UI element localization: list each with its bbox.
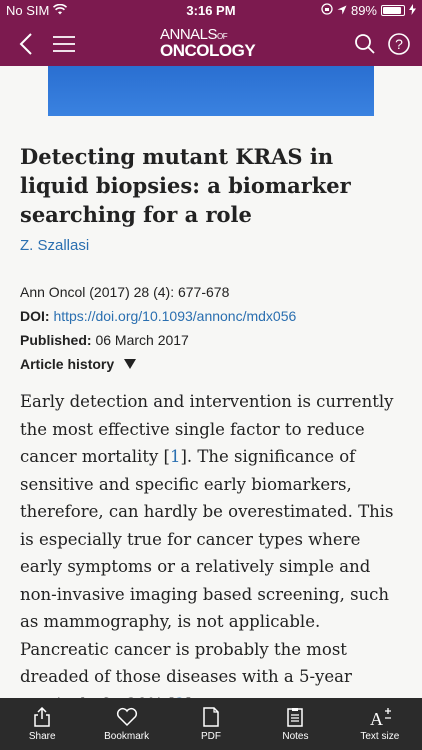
bookmark-button[interactable] (84, 698, 168, 750)
doi-label: DOI: (20, 308, 50, 324)
body-text-2: ]. The significance of sensitive and specific early biomarkers, therefore, can hardly be overestimated. This is especially true for cancer types where early symptoms or a relatively simple and non-invasive imaging based screening, such as mammography, is not applicable. Pancreatic cancer is probably the most dreaded of those diseases with a 5-year (20, 447, 394, 686)
rotation-lock-icon (321, 3, 333, 18)
back-button[interactable] (10, 28, 42, 60)
article-history-label: Article history (20, 356, 115, 372)
reference-link-1[interactable]: 1 (169, 447, 181, 466)
status-time: 3:16 PM (186, 3, 236, 18)
share-icon (34, 707, 50, 727)
notes-label: Notes (282, 730, 309, 742)
journal-logo (160, 27, 262, 61)
hamburger-icon (52, 35, 76, 53)
share-button[interactable] (0, 698, 84, 750)
carrier-label: No SIM (6, 3, 50, 18)
notes-button[interactable] (253, 698, 337, 750)
bookmark-label: Bookmark (104, 730, 150, 742)
article-title: Detecting mutant KRAS in liquid biopsies: a biomarker searching for a role (20, 144, 351, 227)
search-icon (354, 33, 376, 55)
article-body (20, 388, 405, 718)
logo-of: OF (217, 32, 228, 41)
help-button[interactable] (383, 28, 415, 60)
svg-text:A: A (369, 708, 383, 727)
battery-percent: 89% (350, 3, 377, 18)
citation: Ann Oncol (2017) 28 (4): 677-678 (20, 284, 230, 300)
published-row (20, 332, 189, 348)
battery-icon (381, 5, 405, 16)
status-bar (0, 0, 422, 22)
location-icon (337, 3, 347, 18)
svg-text:?: ? (395, 36, 403, 52)
published-label: Published: (20, 332, 92, 348)
pdf-icon (203, 707, 219, 727)
logo-oncology: ONCOLOGY (160, 41, 256, 60)
back-chevron-icon (19, 32, 33, 56)
search-button[interactable] (349, 28, 381, 60)
notes-icon (287, 707, 303, 727)
ad-banner[interactable] (48, 66, 374, 116)
heart-icon (116, 707, 138, 727)
pdf-button[interactable] (169, 698, 253, 750)
doi-row (20, 308, 296, 324)
status-right (321, 3, 416, 18)
help-icon (387, 32, 411, 56)
text-size-icon (368, 707, 392, 727)
published-date: 06 March 2017 (95, 332, 189, 348)
logo-line-1: ANNALS (160, 26, 218, 43)
nav-bar (0, 22, 422, 66)
text-size-button[interactable] (338, 698, 422, 750)
logo-annals (160, 27, 262, 42)
menu-button[interactable] (48, 28, 80, 60)
author-link[interactable]: Z. Szallasi (20, 237, 90, 254)
bottom-toolbar (0, 698, 422, 750)
triangle-down-icon (124, 359, 136, 369)
body-text-1: Early detection and intervention is currently the most effective single factor to reduce cancer mortality [ (20, 392, 394, 466)
article-history-toggle[interactable] (20, 356, 136, 372)
battery-fill (383, 7, 401, 14)
doi-link[interactable]: https://doi.org/10.1093/annonc/mdx056 (53, 308, 297, 324)
share-label: Share (28, 730, 56, 742)
charging-icon (409, 3, 416, 18)
text-size-label: Text size (360, 730, 400, 742)
pdf-label: PDF (201, 730, 222, 742)
